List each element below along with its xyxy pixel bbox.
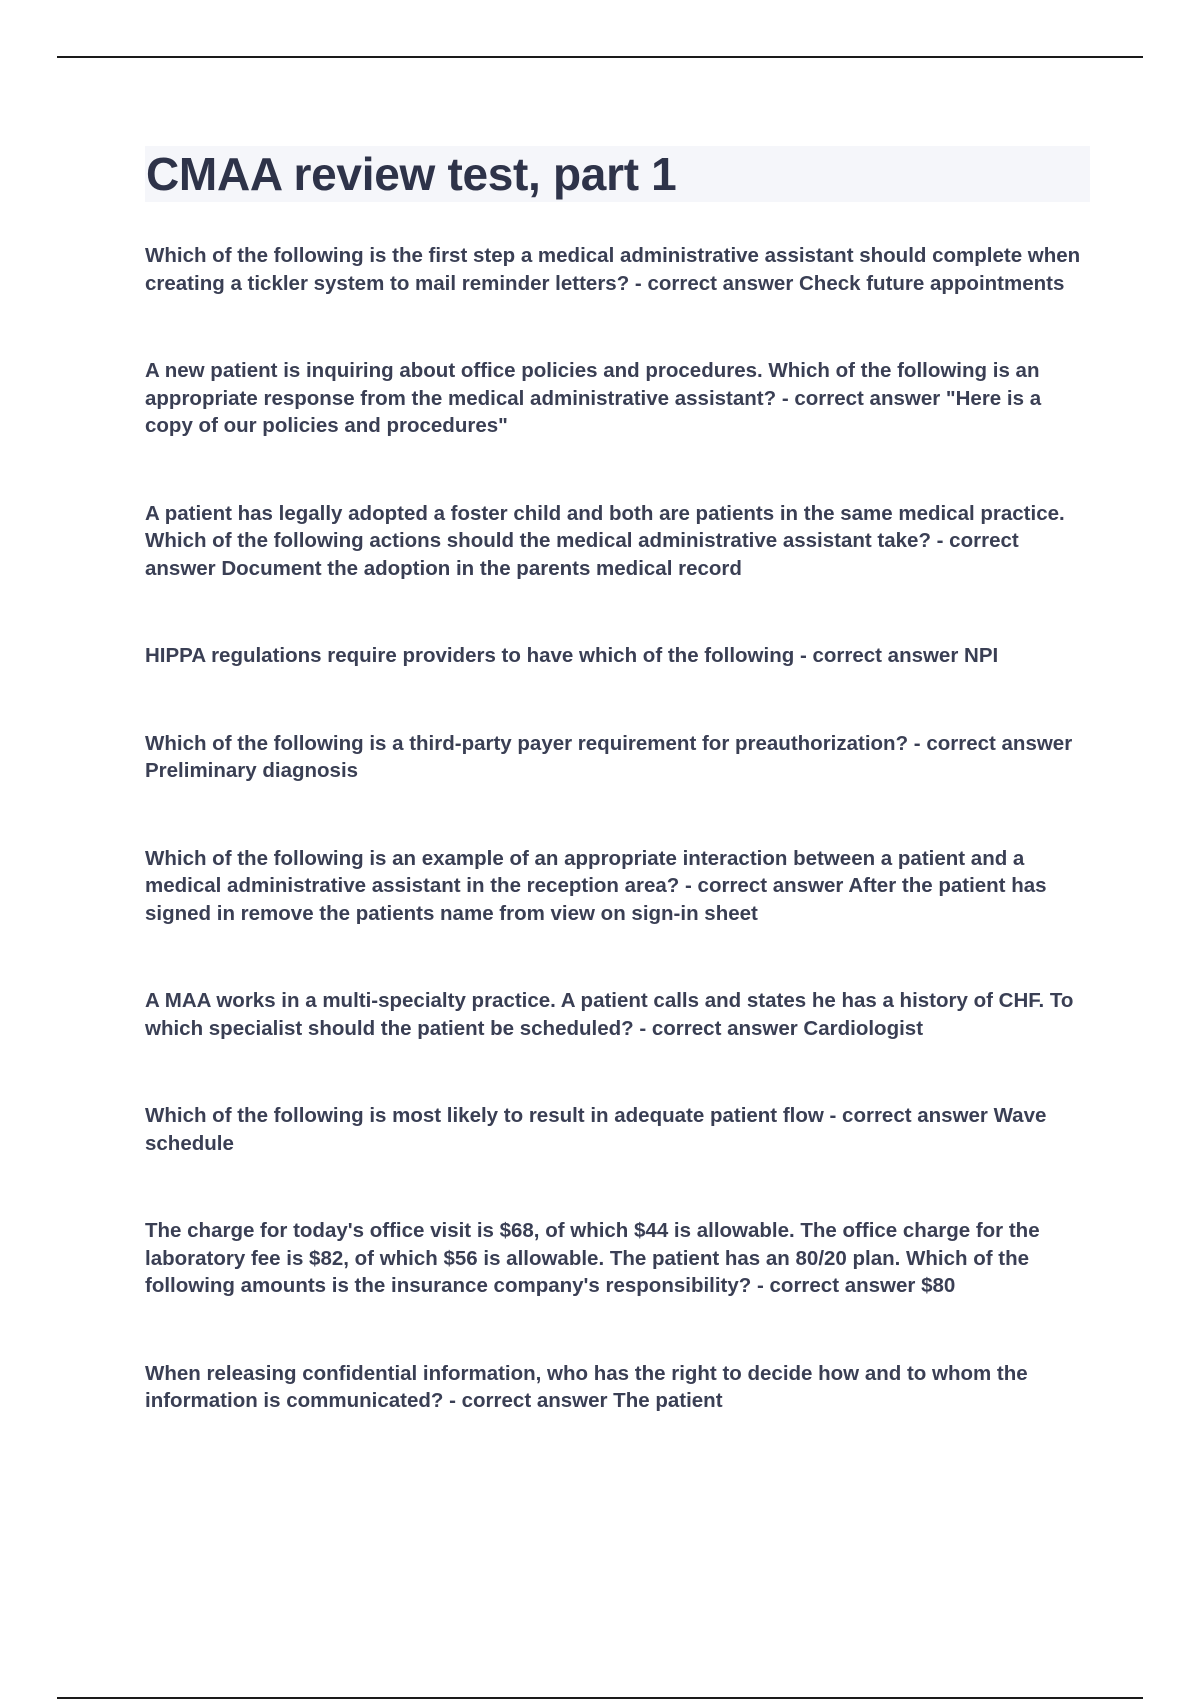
question-item: HIPPA regulations require providers to have which of the following - correct answer NPI: [145, 644, 999, 667]
question-item: Which of the following is the first step a medical administrative assistant should complete when creating a tickler system to mail reminder letters? - correct answer Check future appointments: [145, 244, 1081, 295]
question-item: When releasing confidential information, who has the right to decide how and to whom the information is communicated? - correct answer The patient: [145, 1361, 1028, 1412]
title-banner: [145, 146, 1090, 202]
question-item: A new patient is inquiring about office policies and procedures. Which of the following is an appropriate response from the medical administrative assistant? - correct answer "Here is a copy of our policies and procedures": [145, 359, 1042, 437]
question-item: The charge for today's office visit is $68, of which $44 is allowable. The office charge for the laboratory fee is $82, of which $56 is allowable. The patient has an 80/20 plan. Which of the following amounts is the insurance company's responsibility? - correct answer $80: [145, 1219, 1040, 1297]
document-body: [145, 146, 1090, 1415]
top-rule: [57, 56, 1143, 58]
question-item: A MAA works in a multi-specialty practice. A patient calls and states he has a history of CHF. To which specialist should the patient be scheduled? - correct answer Cardiologist: [145, 989, 1074, 1040]
question-item: Which of the following is an example of an appropriate interaction between a patient and a medical administrative assistant in the reception area? - correct answer After the patient has signed in remove the patients name from view on sign-in sheet: [145, 846, 1047, 925]
page-title: CMAA review test, part 1: [146, 148, 677, 200]
question-item: Which of the following is most likely to result in adequate patient flow - correct answer Wave schedule: [145, 1104, 1047, 1155]
question-item: A patient has legally adopted a foster child and both are patients in the same medical practice. Which of the following actions should the medical administrative assistant take? - correct answer Document the adoption in the parents medical record: [145, 501, 1065, 580]
question-list: [145, 242, 1090, 1415]
question-item: Which of the following is a third-party payer requirement for preauthorization? - correct answer Preliminary diagnosis: [145, 731, 1073, 782]
bottom-rule: [57, 1697, 1143, 1699]
